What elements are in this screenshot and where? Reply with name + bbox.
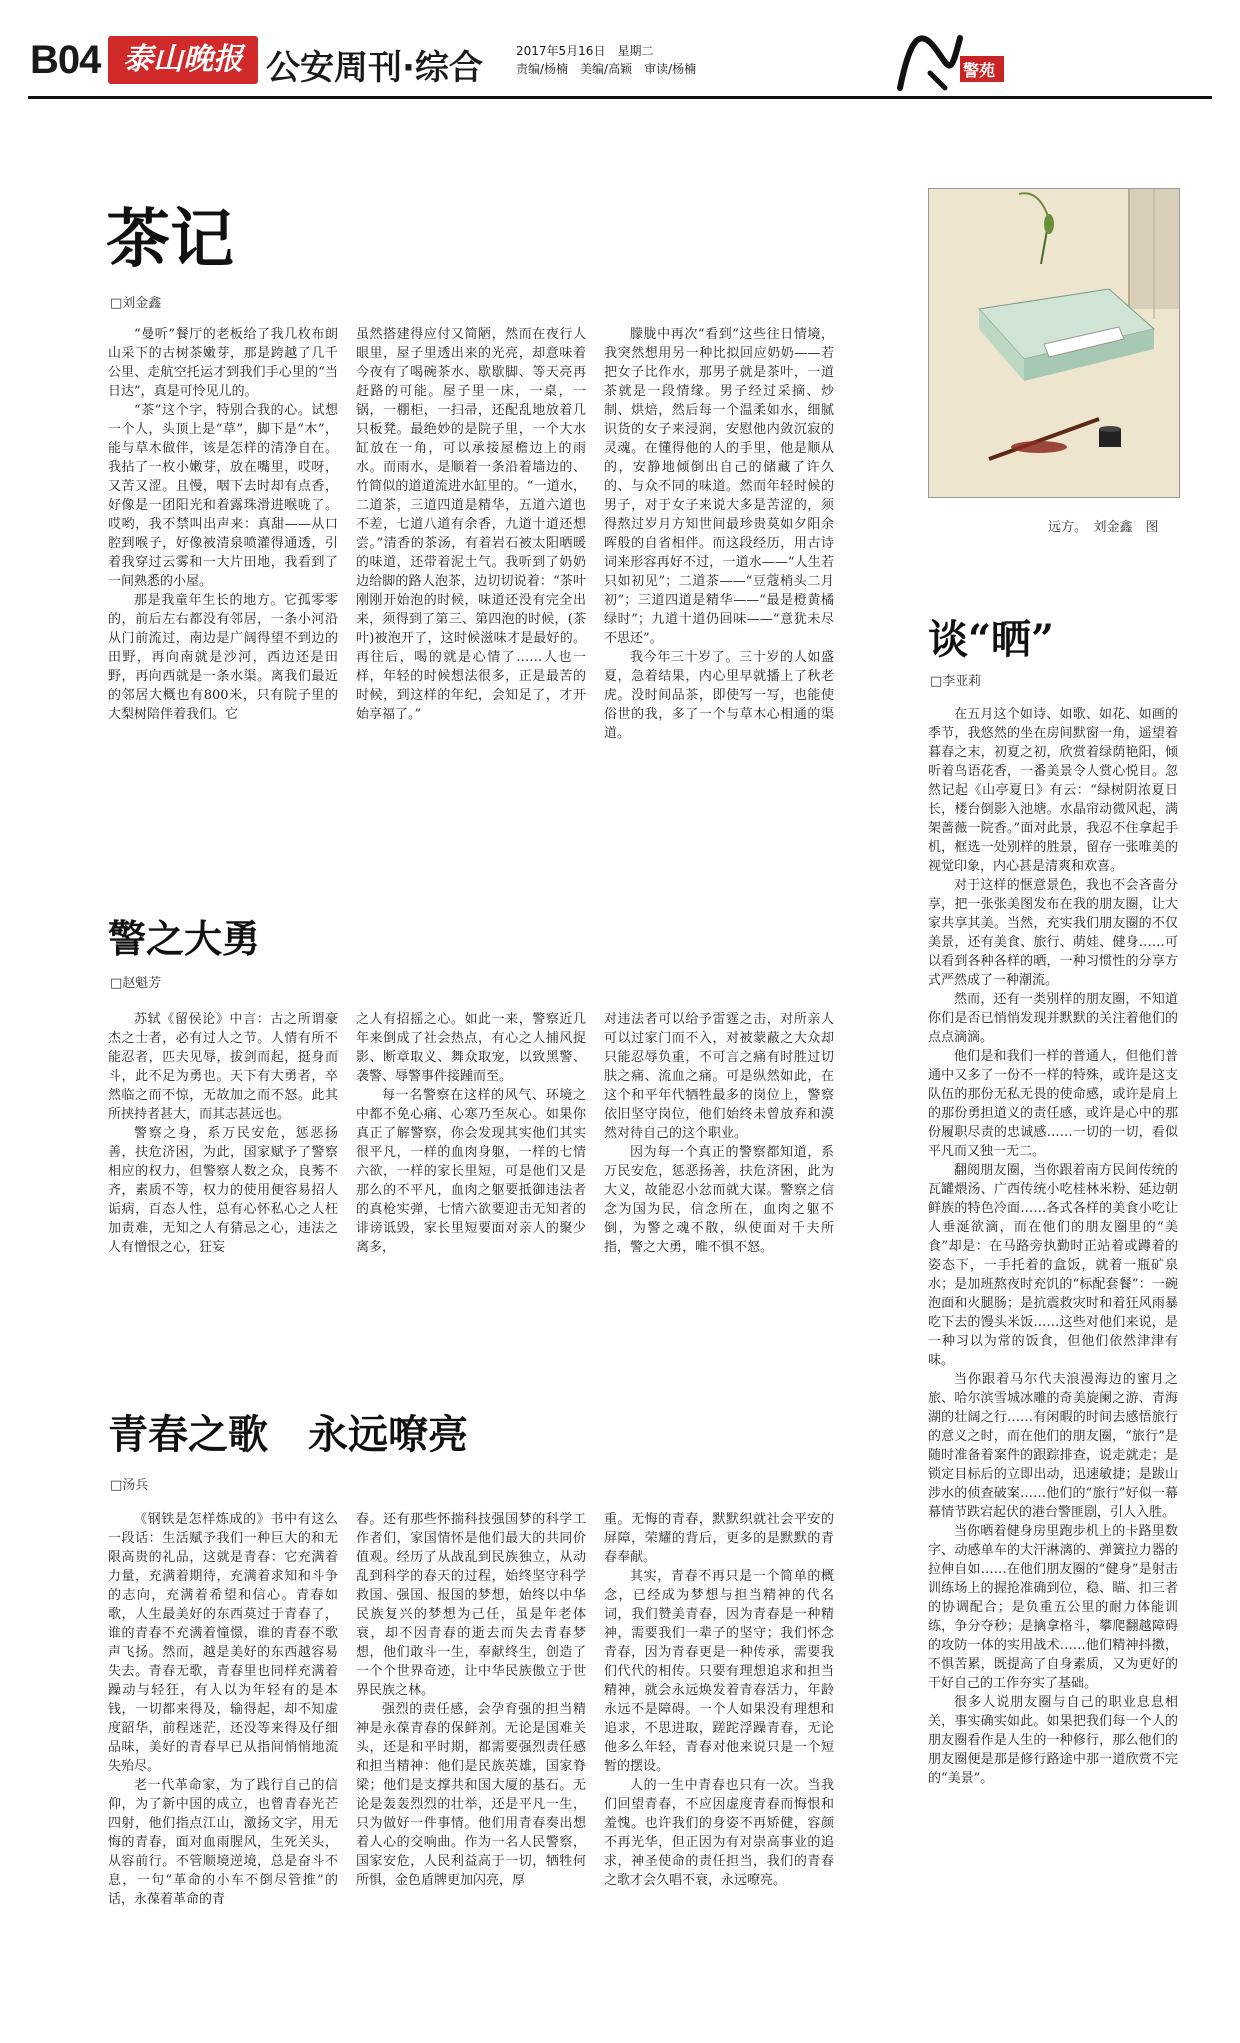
article-title-tea: 茶记 xyxy=(106,202,234,277)
paragraph: 苏轼《留侯论》中言：古之所谓豪杰之士者，必有过人之节。人情有所不能忍者，匹夫见辱，拔剑而起，挺身而斗，此不足为勇也。天下有大勇者，卒然临之而不惊，无故加之而不怒。此其所挟持者甚大，而其志甚远也。 xyxy=(108,1012,338,1122)
paragraph: 老一代革命家，为了践行自己的信仰，为了新中国的成立，也曾青春光芒四射，他们指点江山，激扬文字，用无悔的青春，面对血雨腥风，生死关头，从容前行。不管顺境逆境，总是奋斗不息，一句“革命的小车不倒尽管推”的话，永葆着革命的青 xyxy=(108,1778,338,1907)
paragraph: 春。还有那些怀揣科技强国梦的科学工作者们，家国情怀是他们最大的共同价值观。经历了从战乱到民族独立，从动乱到科学的春天的过程，始终坚守科学救国、强国、报国的梦想，始终以中华民族复兴的梦想为己任，虽是年老体衰，却不因青春的逝去而失去青春梦想，他们敢斗一生，奉献终生，创造了一个个世界奇迹，让中华民族傲立于世界民族之林。 xyxy=(356,1512,586,1698)
article-title-shai: 谈“晒” xyxy=(928,616,1055,663)
paragraph: 人的一生中青春也只有一次。当我们回望青春，不应因虚度青春而悔恨和羞愧。也许我们的身姿不再矫健，容颜不再光华，但正因为有对崇高事业的追求，神圣使命的责任担当，我们的青春之歌才会久唱不衰，永远嘹亮。 xyxy=(604,1778,834,1888)
paragraph: 他们是和我们一样的普通人，但他们普通中又多了一份不一样的特殊，或许是这支队伍的那份无私无畏的使命感，或许是肩上的那份勇担道义的责任感，或许是心中的那份履职尽责的忠诚感……一切的一切，看似平凡而又独一无二。 xyxy=(928,1049,1178,1159)
article-title-police: 警之大勇 xyxy=(108,916,261,961)
tea-column-2 xyxy=(356,325,586,815)
newspaper-masthead: 泰山晚报 xyxy=(108,36,258,84)
police-column-3 xyxy=(604,1010,834,1340)
byline-youth: □汤兵 xyxy=(110,1478,149,1493)
paragraph: 在五月这个如诗、如歌、如花、如画的季节，我悠然的坐在房间默窗一角，遥望着暮春之末，初夏之初，欣赏着绿荫艳阳，倾听着鸟语花香，一番美景令人赏心悦目。忽然记起《山亭夏日》有云：“绿树阴浓夏日长，楼台倒影入池塘。水晶帘动微风起，满架蔷薇一院香。”面对此景，我忍不住拿起手机，框选一处别样的胜景，留存一张唯美的视觉印象，内心甚是清爽和欢喜。 xyxy=(928,707,1178,874)
paragraph: 对违法者可以给予雷霆之击，对所亲人可以过家门而不入，对被蒙蔽之大众却只能忍辱负重，不可言之痛有时胜过切肤之痛、流血之痛。可是纵然如此，在这个和平年代牺牲最多的岗位上，警察依旧坚守岗位，他们始终未曾放弃和漠然对待自己的这个职业。 xyxy=(604,1012,834,1141)
section-title: 公安周刊·综合 xyxy=(266,48,483,88)
paragraph: 强烈的责任感，会孕育强的担当精神是永葆青春的保鲜剂。无论是国难关头，还是和平时期，都需要强烈责任感和担当精神：他们是民族英雄，国家脊梁；他们是支撑共和国大厦的基石。无论是轰轰烈烈的壮举，还是平凡一生，只为做好一件事情。他们用青春奏出想着人心的交响曲。作为一名人民警察，国家安危，人民利益高于一切，牺牲何所惧，金色盾牌更加闪亮，厚 xyxy=(356,1702,586,1888)
issue-meta xyxy=(516,42,696,78)
illustration-caption: 远方。 刘金鑫 图 xyxy=(1048,520,1159,535)
paragraph: 其实，青春不再只是一个简单的概念，已经成为梦想与担当精神的代名词，我们赞美青春，因为青春是一种精神，需要我们一辈子的坚守；我们怀念青春，因为青春更是一种传承，需要我们代代的相传。只要有理想追求和担当精神，就会永远焕发着青春活力，年龄永远不是障碍。一个人如果没有理想和追求，不思进取，蹉跎浮躁青春，无论他多么年轻，青春对他来说只是一个短暂的摆设。 xyxy=(604,1569,834,1774)
byline-police: □赵魁芳 xyxy=(110,976,162,991)
article-title-youth: 青春之歌 永远嘹亮 xyxy=(108,1411,468,1458)
paragraph: 当你晒着健身房里跑步机上的卡路里数字、动感单车的大汗淋漓的、弹簧拉力器的拉伸自如……在他们朋友圈的“健身”是射击训练场上的握抢准确到位，稳、瞄、扣三者的协调配合；是负重五公里的耐力体能训练，争分夺秒；是擒拿格斗，攀爬翻越障碍的攻防一体的实用战术……他们精神抖擞，不惧苦累，既提高了自身素质，又为更好的干好自己的工作夯实了基础。 xyxy=(928,1524,1178,1691)
paragraph: 对于这样的惬意景色，我也不会吝啬分享，把一张张美图发布在我的朋友圈，让大家共享其美。当然，充实我们朋友圈的不仅美景，还有美食、旅行、萌娃、健身……可以看到各种各样的晒，一种习惯性的分享方式严然成了一种潮流。 xyxy=(928,878,1178,988)
date-line: 2017年5月16日 星期二 xyxy=(516,44,654,58)
page-number: B04 xyxy=(30,38,101,82)
youth-column-2 xyxy=(356,1510,586,2030)
paragraph: 翻阅朋友圈，当你跟着南方民间传统的瓦罐煨汤、广西传统小吃桂林米粉、延边朝鲜族的特色冷面……各式各样的美食小吃让人垂涎欲滴，而在他们的朋友圈里的“美食”却是：在马路旁执勤时正站着或蹲着的姿态下，一手托着的盒饭，就着一瓶矿泉水；是加班熬夜时充饥的“标配套餐”：一碗泡面和火腿肠；是抗震救灾时和着狂风雨暴吃下去的馒头米饭……这些对他们来说，是一种习以为常的饭食，但他们依然津津有味。 xyxy=(928,1163,1178,1368)
column-logo-text: 警苑 xyxy=(963,61,996,80)
tea-column-1 xyxy=(108,325,338,815)
paragraph: 我今年三十岁了。三十岁的人如盛夏，急着结果，内心里早就播上了秋老虎。没时间品茶，即使写一写，也能使俗世的我，多了一个与草木心相通的渠道。 xyxy=(604,650,834,741)
paragraph: 朦胧中再次“看到”这些往日情境，我突然想用另一种比拟回应奶奶——若把女子比作水，那男子就是茶叶，一道茶就是一段情缘。男子经过采摘、炒制、烘焙，然后每一个温柔如水，细腻识货的女子来浸润，安慰他内敛沉寂的灵魂。在懂得他的人的手里，他是顺从的，安静地倾倒出自己的储藏了许久的、与众不同的味道。然而年轻时候的男子，对于女子来说大多是苦涩的，须得熬过岁月方知世间最珍贵莫如夕阳余晖般的自省相伴。而这段经历，用古诗词来形容再好不过，一道水——“人生若只如初见”；二道茶——“豆蔻梢头二月初”；三道四道是精华——“最是橙黄橘绿时”；九道十道仍回味——“意犹未尽不思还”。 xyxy=(604,327,834,646)
police-column-1 xyxy=(108,1010,338,1340)
youth-column-3 xyxy=(604,1510,834,2030)
paragraph: 虽然搭建得应付又简陋，然而在夜行人眼里，屋子里透出来的光亮，却意味着今夜有了喝碗茶水、歇歇脚、等天亮再赶路的可能。屋子里一床，一桌，一锅，一棚柜，一扫帚，还配乱地放着几只板凳。最绝妙的是院子里，一个大水缸放在一角，可以承接屋檐边上的雨水。而雨水，是顺着一条沿着墙边的、竹简似的道道流进水缸里的。“一道水，二道茶，三道四道是精华，五道六道也不差，七道八道有余香，九道十道还想尝。”清香的茶汤，有着岩石被太阳晒暖的味道，还带着泥土气。我听到了奶奶边给脚的路人泡茶，边切切说着：“茶叶刚刚开始泡的时候，味道还没有完全出来，须得到了第三、第四泡的时候，(茶叶)被泡开了，这时候滋味才是最好的。再往后，喝的就是心情了……人也一样，年轻的时候想法很多，正是最苦的时候，到这样的年纪，会知足了，才开始享福了。” xyxy=(356,327,586,722)
paragraph: “曼听”餐厅的老板给了我几枚布朗山采下的古树茶嫩芽，那是跨越了几千公里、走航空托运才到我们手心里的“当日达”，真是可怜见儿的。 xyxy=(108,327,338,399)
paragraph: 重。无悔的青春，默默织就社会平安的屏障，荣耀的背后，更多的是默默的青春奉献。 xyxy=(604,1512,834,1565)
paragraph: 因为每一个真正的警察都知道，系万民安危，惩恶扬善，扶危济困，此为大义，故能忍小忿而就大谋。警察之信念为国为民，信念所在，血肉之躯不倒，为警之魂不散，纵使面对千夫所指，警之大勇，唯不惧不怒。 xyxy=(604,1145,834,1255)
paragraph: 每一名警察在这样的风气、环境之中都不免心痛、心寒乃至灰心。如果你真正了解警察，你会发现其实他们其实很平凡，一样的血肉身躯，一样的七情六欲，一样的家长里短，可是他们又是那么的不平凡，血肉之躯要抵御违法者的真枪实弹，七情六欲要迎击无知者的诽谤诋毁，家长里短要面对亲人的聚少离多， xyxy=(356,1088,586,1255)
staff-line: 责编/杨楠 美编/高颖 审读/杨楠 xyxy=(516,62,697,76)
paragraph: 很多人说朋友圈与自己的职业息息相关，事实确实如此。如果把我们每一个人的朋友圈看作是人生的一种修行，那么他们的朋友圈便是那是修行路途中那一道欣赏不完的“美景”。 xyxy=(928,1695,1178,1786)
byline-shai: □李亚莉 xyxy=(930,674,982,689)
column-logo xyxy=(890,18,1010,100)
byline-tea: □刘金鑫 xyxy=(110,296,162,311)
landscape-painting-icon xyxy=(929,189,1179,497)
paragraph: 然而，还有一类别样的朋友圈，不知道你们是否已悄悄发现并默默的关注着他们的点点滴滴。 xyxy=(928,992,1178,1045)
tea-column-3 xyxy=(604,325,834,815)
illustration-painting xyxy=(928,188,1180,498)
youth-column-1 xyxy=(108,1510,338,2030)
paragraph: 警察之身，系万民安危，惩恶扬善，扶危济困，为此，国家赋予了警察相应的权力，但警察人数之众，良莠不齐，素质不等，权力的使用便容易招人诟病，百态人性，总有心怀私心之人枉加责难，无知之人有猜忌之心，违法之人有憎恨之心，狂妄 xyxy=(108,1126,338,1255)
header-rule xyxy=(28,96,1212,99)
police-column-2 xyxy=(356,1010,586,1340)
paragraph: 之人有招摇之心。如此一来，警察近几年来倒成了社会热点，有心之人捕风捉影、断章取义、舞众取宠，以致黑警、袭警、辱警事件接踵而至。 xyxy=(356,1012,586,1084)
paragraph: 《钢铁是怎样炼成的》书中有这么一段话：生活赋予我们一种巨大的和无限高贵的礼品，这就是青春：它充满着力量，充满着期待，充满着求知和斗争的志向，充满着希望和信心。青春如歌，人生最美好的东西莫过于青春了，谁的青春不充满着憧憬，谁的青春不歌声飞扬。然而，越是美好的东西越容易失去。青春无歌，青春里也同样充满着躁动与轻狂，有人以为年轻有的是本钱，一切都来得及，输得起，却不知虚度韶华，前程迷茫，还没等来得及仔细品味，美好的青春早已从指间悄悄地流失殆尽。 xyxy=(108,1512,338,1774)
shai-column xyxy=(928,705,1178,2025)
paragraph: 那是我童年生长的地方。它孤零零的，前后左右都没有邻居，一条小河沿从门前流过，南边是广阔得望不到边的田野，再向南就是沙河，西边还是田野，再向西就是一条水渠。离我们最近的邻居大概也有800米，只有院子里的大梨树陪伴着我们。它 xyxy=(108,593,338,722)
paragraph: 当你跟着马尔代夫浪漫海边的蜜月之旅、哈尔滨雪城冰雕的奇美旋阑之游、青海湖的壮阔之行……有闲暇的时间去感悟旅行的意义之时，而在他们的朋友圈，“旅行”是随时准备着案件的跟踪排查，说走就走；是锁定目标后的立即出动，迅速敏捷；是跋山涉水的侦查破案……他们的“旅行”好似一幕幕情节跌宕起伏的港台警匪剧，引人入胜。 xyxy=(928,1372,1178,1520)
paragraph: “茶”这个字，特别合我的心。试想一个人，头顶上是“草”，脚下是“木”，能与草木做伴，该是怎样的清净自在。我拈了一枚小嫩芽，放在嘴里，哎呀，又苦又涩。且慢，咽下去时却有点香，好像是一团阳光和着露珠滑进喉咙了。哎哟，我不禁叫出声来：真甜——从口腔到喉子，好像被清泉喷灌得通透，引着我穿过云雾和一大片田地，我看到了一间熟悉的小屋。 xyxy=(108,403,338,589)
